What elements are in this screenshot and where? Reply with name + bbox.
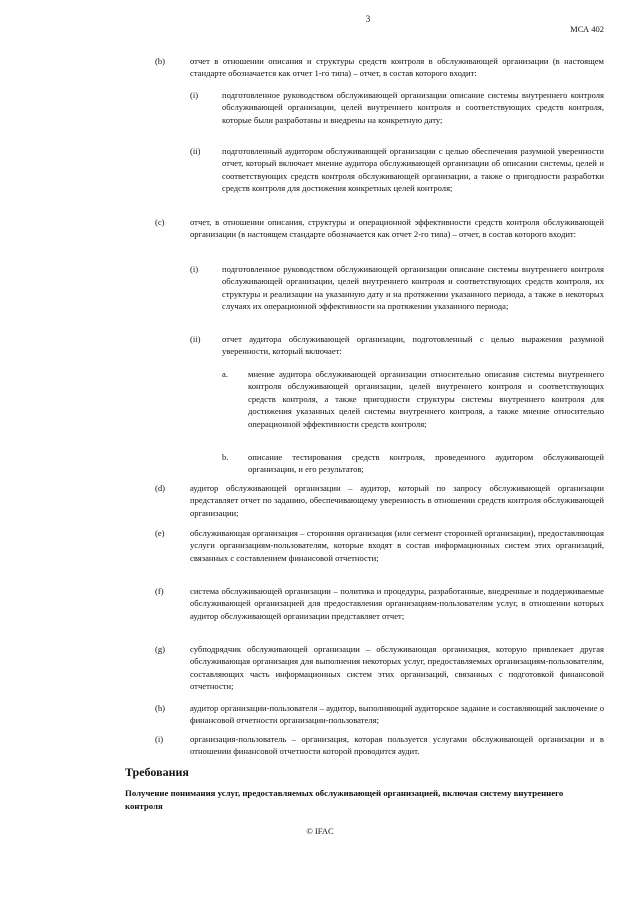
item-c-ii-b-text: описание тестирования средств контроля, проведенного аудитором обслуживающей организации, и его результатов; xyxy=(248,452,604,475)
item-c-ii-a-text: мнение аудитора обслуживающей организации относительно описания системы внутреннего контроля обслуживающей организации, целей внутреннего контроля и соответствующих средств контроля, а также пригодности структуры системы внутреннего контроля для достижения указанных целей системы внутреннего контроля, а также мнение относительно операционной эффективности средств контроля; xyxy=(248,369,604,429)
item-b-i-text: подготовленное руководством обслуживающей организации описание системы внутреннего контроля обслуживающей организации, целей внутреннего контроля и соответствующих средств контроля, которые были разработаны и внедрены на конкретную дату; xyxy=(222,90,604,125)
item-i-text: организация-пользователь – организация, которая пользуется услугами обслуживающей организации и в отношении финансовой отчетности которой проводится аудит. xyxy=(190,734,604,757)
item-b-ii-marker: (ii) xyxy=(190,146,201,156)
page-number: 3 xyxy=(365,14,371,24)
copyright-footer: © IFAC xyxy=(306,826,334,836)
requirements-heading: Требования xyxy=(125,765,189,779)
item-i-marker: (i) xyxy=(155,734,164,744)
item-d-marker: (d) xyxy=(155,483,166,493)
item-c-marker: (c) xyxy=(155,217,165,227)
item-e-text: обслуживающая организация – сторонняя организация (или сегмент сторонней организации), предоставляющая услуги организациям-пользователям, которые входят в состав информационных систем этих организаций, связанных с составлением финансовой отчетности; xyxy=(190,528,604,563)
item-b-text: отчет в отношении описания и структуры средств контроля в обслуживающей организации (в настоящем стандарте обозначается как отчет 1-го типа) – отчет, в состав которого входит: xyxy=(190,56,604,79)
item-c-i-text: подготовленное руководством обслуживающей организации описание системы внутреннего контроля обслуживающей организации, целей внутреннего контроля и соответствующих средств контроля, их структуры и реализации на указанную дату и на протяжении указанного периода, а также в некоторых случаях их операционной эффективности на протяжении указанного периода; xyxy=(222,264,604,312)
item-f-marker: (f) xyxy=(155,586,164,596)
item-b-ii-text: подготовленный аудитором обслуживающей организации с целью обеспечения разумной уверенности отчет, который включает мнение аудитора обслуживающей организации об описании системы, целей и соответствующих средств контроля обслуживающей организации, а также о пригодности разработки средств контроля для достижения конкретных целей контроля; xyxy=(222,146,604,194)
item-b-i-marker: (i) xyxy=(190,90,199,100)
standard-code: МСА 402 xyxy=(570,24,604,34)
item-c-text: отчет, в отношении описания, структуры и операционной эффективности средств контроля обслуживающей организации (в настоящем стандарте обозначается как отчет 2-го типа) – отчет, в состав которого входит: xyxy=(190,217,604,240)
item-g-marker: (g) xyxy=(155,644,166,654)
item-g-text: субподрядчик обслуживающей организации – обслуживающая организация, которую привлекает другая обслуживающая организация для выполнения некоторых услуг, предоставляемых организациям-пользователям, составляющих часть информационных систем этих организаций, связанных с подготовкой финансовой отчетности; xyxy=(190,644,604,692)
item-c-ii-b-marker: b. xyxy=(222,452,229,462)
item-h-text: аудитор организации-пользователя – аудитор, выполняющий аудиторское задание и составляющий заключение о финансовой отчетности организации-пользователя; xyxy=(190,703,604,726)
item-c-ii-a-marker: a. xyxy=(222,369,228,379)
item-c-ii-marker: (ii) xyxy=(190,334,201,344)
item-b-marker: (b) xyxy=(155,56,166,66)
item-h-marker: (h) xyxy=(155,703,166,713)
item-c-i-marker: (i) xyxy=(190,264,199,274)
subsection-heading: Получение понимания услуг, предоставляемых обслуживающей организацией, включая систему внутреннего контроля xyxy=(125,788,564,811)
item-f-text: система обслуживающей организации – политика и процедуры, разработанные, внедренные и поддерживаемые обслуживающей организацией для предоставления организациям-пользователям услуг, в отношении которых аудитор обслуживающей организации представляет отчет; xyxy=(190,586,604,621)
item-d-text: аудитор обслуживающей организации – аудитор, который по запросу обслуживающей организации представляет отчет по заданию, обеспечивающему уверенность в отношении средств контроля обслуживающей организации; xyxy=(190,483,604,518)
item-e-marker: (e) xyxy=(155,528,165,538)
item-c-ii-text: отчет аудитора обслуживающей организации, подготовленный с целью выражения разумной уверенности, который включает: xyxy=(222,334,604,357)
